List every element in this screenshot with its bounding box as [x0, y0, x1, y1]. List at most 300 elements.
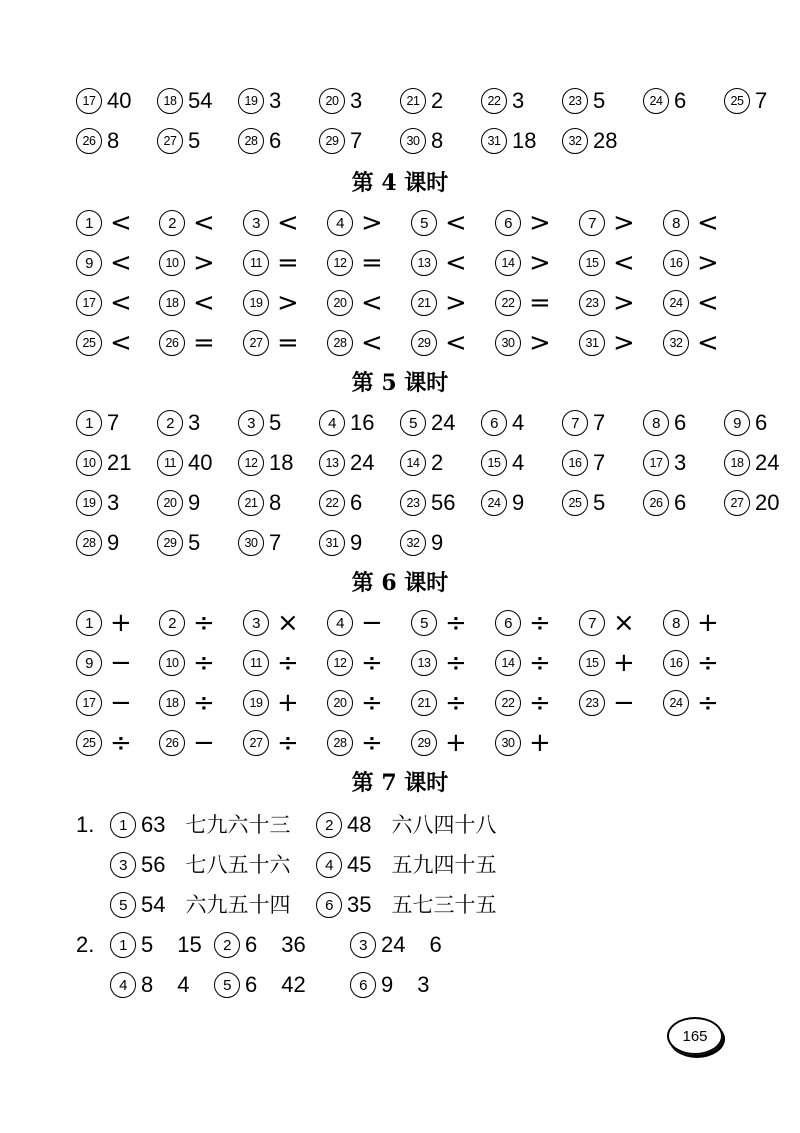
circled-number: 19 [238, 88, 264, 114]
answer-item [157, 523, 200, 563]
answer-value: 24 [350, 450, 375, 475]
circled-number: 17 [76, 690, 102, 716]
answer-value: ÷ [277, 728, 299, 758]
answer-value: 7 [269, 530, 282, 555]
answer-value: > [529, 208, 551, 238]
answer-item [643, 403, 686, 443]
answer-item [76, 81, 131, 121]
pair-answer [350, 925, 442, 965]
answer-value: ÷ [193, 608, 215, 638]
answer-item [159, 603, 215, 643]
circled-number: 15 [579, 250, 605, 276]
lesson-heading: 第 5 课时 [351, 370, 449, 396]
answer-item [481, 483, 524, 523]
answer-value: > [529, 328, 551, 358]
circled-number: 30 [495, 330, 521, 356]
circled-number: 6 [495, 210, 521, 236]
circled-number: 14 [495, 650, 521, 676]
answer-value: ÷ [361, 688, 383, 718]
answer-value: 3 [188, 410, 201, 435]
circled-number: 19 [76, 490, 102, 516]
answer-value: 9 [350, 530, 363, 555]
circled-number: 32 [663, 330, 689, 356]
circled-number: 32 [562, 128, 588, 154]
answer-value: 4 [512, 410, 525, 435]
answer-item [76, 483, 119, 523]
first-value: 9 [381, 972, 394, 997]
answer-value: 4 [512, 450, 525, 475]
answer-value: 9 [188, 490, 201, 515]
answer-value: 3 [512, 88, 525, 113]
answer-row [0, 243, 800, 283]
pair-answer [110, 925, 202, 965]
answer-row [0, 483, 800, 523]
answer-value: = [529, 288, 551, 318]
answer-item [76, 643, 132, 683]
answer-value: 28 [593, 128, 618, 153]
answer-item [663, 643, 719, 683]
answer-value: < [613, 248, 635, 278]
answer-item [663, 243, 719, 283]
answer-row [0, 523, 800, 563]
answer-item [319, 443, 374, 483]
answer-value: 7 [593, 450, 606, 475]
answer-value: ÷ [445, 648, 467, 678]
pair-answer [214, 925, 306, 965]
circled-number: 10 [76, 450, 102, 476]
circled-number: 29 [411, 330, 437, 356]
answer-item [243, 723, 299, 763]
answer-item [481, 403, 524, 443]
answer-item [495, 603, 551, 643]
answer-item [481, 81, 524, 121]
answer-item [663, 683, 719, 723]
circled-number: 6 [350, 972, 376, 998]
answer-item [238, 121, 281, 161]
circled-number: 9 [724, 410, 750, 436]
multiplication-rhyme: 五九四十五 [391, 853, 497, 877]
circled-number: 21 [411, 290, 437, 316]
circled-number: 14 [495, 250, 521, 276]
answer-value: − [613, 688, 635, 718]
circled-number: 8 [643, 410, 669, 436]
circled-number: 27 [157, 128, 183, 154]
answer-item [319, 483, 362, 523]
answer-value: 3 [674, 450, 687, 475]
answer-value: 40 [188, 450, 213, 475]
circled-number: 7 [579, 610, 605, 636]
answer-item [495, 203, 551, 243]
second-value: 36 [281, 932, 306, 957]
circled-number: 10 [159, 250, 185, 276]
product-value: 35 [347, 892, 372, 917]
first-value: 6 [245, 932, 258, 957]
first-value: 8 [141, 972, 154, 997]
circled-number: 6 [481, 410, 507, 436]
answer-item [579, 283, 635, 323]
circled-number: 15 [579, 650, 605, 676]
product-value: 63 [141, 812, 166, 837]
answer-item [643, 81, 686, 121]
answer-item [562, 443, 605, 483]
lesson-heading: 第 6 课时 [351, 570, 449, 596]
circled-number: 2 [316, 812, 342, 838]
answer-value: 7 [755, 88, 768, 113]
answer-item [159, 323, 215, 363]
first-value: 24 [381, 932, 406, 957]
answer-item [327, 203, 383, 243]
answer-item [243, 643, 299, 683]
answer-value: < [110, 288, 132, 318]
circled-number: 12 [327, 650, 353, 676]
answer-item [238, 443, 293, 483]
circled-number: 31 [481, 128, 507, 154]
circled-number: 28 [327, 730, 353, 756]
answer-item [76, 243, 132, 283]
answer-value: < [193, 208, 215, 238]
answer-item [411, 643, 467, 683]
first-value: 5 [141, 932, 154, 957]
circled-number: 30 [495, 730, 521, 756]
answer-item [238, 403, 281, 443]
circled-number: 29 [411, 730, 437, 756]
answer-item [495, 243, 551, 283]
answer-item [243, 243, 299, 283]
answer-value: = [361, 248, 383, 278]
answer-value: 8 [107, 128, 120, 153]
answer-value: + [529, 728, 551, 758]
answer-value: ÷ [361, 648, 383, 678]
circled-number: 29 [157, 530, 183, 556]
answer-item [243, 323, 299, 363]
answer-item [400, 121, 443, 161]
answer-item [579, 643, 635, 683]
circled-number: 15 [481, 450, 507, 476]
answer-item [76, 121, 119, 161]
answer-row [0, 845, 800, 885]
circled-number: 5 [214, 972, 240, 998]
answer-value: × [613, 608, 635, 638]
circled-number: 1 [76, 410, 102, 436]
circled-number: 19 [243, 290, 269, 316]
answer-row [0, 121, 800, 161]
second-value: 4 [177, 972, 190, 997]
circled-number: 16 [663, 250, 689, 276]
page-number: 165 [682, 1027, 708, 1045]
answer-row [0, 283, 800, 323]
answer-value: 20 [755, 490, 780, 515]
lesson-heading: 第 7 课时 [351, 770, 449, 796]
answer-value: ÷ [697, 688, 719, 718]
circled-number: 24 [663, 690, 689, 716]
answer-value: = [277, 248, 299, 278]
circled-number: 20 [319, 88, 345, 114]
answer-value: ÷ [193, 648, 215, 678]
answer-value: 2 [431, 88, 444, 113]
lesson-heading: 第 4 课时 [351, 170, 449, 196]
answer-value: + [613, 648, 635, 678]
answer-item [76, 283, 132, 323]
circled-number: 12 [327, 250, 353, 276]
answer-value: > [277, 288, 299, 318]
answer-value: 3 [269, 88, 282, 113]
answer-value: ÷ [445, 688, 467, 718]
answer-value: > [445, 288, 467, 318]
circled-number: 28 [238, 128, 264, 154]
circled-number: 28 [327, 330, 353, 356]
circled-number: 20 [157, 490, 183, 516]
answer-item [579, 603, 635, 643]
circled-number: 27 [724, 490, 750, 516]
answer-value: < [110, 248, 132, 278]
answer-item [562, 81, 605, 121]
answer-item [157, 403, 200, 443]
circled-number: 4 [110, 972, 136, 998]
answer-item [238, 483, 281, 523]
answer-value: 9 [431, 530, 444, 555]
multiplication-answer [110, 885, 290, 925]
answer-value: 16 [350, 410, 375, 435]
answer-value: 18 [269, 450, 294, 475]
circled-number: 18 [724, 450, 750, 476]
answer-item [579, 203, 635, 243]
answer-value: 2 [431, 450, 444, 475]
answer-item [159, 203, 215, 243]
answer-value: 6 [755, 410, 768, 435]
answer-row [0, 81, 800, 121]
answer-value: ÷ [445, 608, 467, 638]
answer-item [562, 121, 617, 161]
circled-number: 23 [579, 290, 605, 316]
answer-value: 9 [107, 530, 120, 555]
product-value: 45 [347, 852, 372, 877]
circled-number: 27 [243, 330, 269, 356]
circled-number: 17 [643, 450, 669, 476]
second-value: 3 [417, 972, 430, 997]
answer-item [411, 723, 467, 763]
answer-item [319, 81, 362, 121]
circled-number: 25 [76, 730, 102, 756]
circled-number: 17 [76, 88, 102, 114]
answer-item [411, 683, 467, 723]
answer-item [76, 203, 132, 243]
answer-item [400, 523, 443, 563]
answer-item [400, 81, 443, 121]
multiplication-rhyme: 七九六十三 [185, 813, 291, 837]
answer-value: < [445, 328, 467, 358]
answer-value: < [445, 248, 467, 278]
answer-item [495, 683, 551, 723]
circled-number: 30 [400, 128, 426, 154]
answer-item [495, 283, 551, 323]
answer-value: ÷ [529, 608, 551, 638]
answer-item [495, 323, 551, 363]
circled-number: 22 [495, 290, 521, 316]
answer-item [327, 683, 383, 723]
answer-row [0, 723, 800, 763]
second-value: 42 [281, 972, 306, 997]
circled-number: 3 [243, 610, 269, 636]
answer-item [76, 723, 132, 763]
answer-item [319, 403, 374, 443]
pair-answer [350, 965, 430, 1005]
circled-number: 4 [319, 410, 345, 436]
multiplication-rhyme: 六八四十八 [391, 813, 497, 837]
answer-value: < [445, 208, 467, 238]
answer-item [243, 203, 299, 243]
pair-answer [214, 965, 306, 1005]
circled-number: 2 [157, 410, 183, 436]
answer-value: 5 [188, 128, 201, 153]
answer-value: + [697, 608, 719, 638]
answer-item [319, 121, 362, 161]
circled-number: 25 [76, 330, 102, 356]
circled-number: 23 [400, 490, 426, 516]
answer-item [243, 603, 299, 643]
answer-value: 18 [512, 128, 537, 153]
answer-item [411, 283, 467, 323]
answer-item [76, 323, 132, 363]
circled-number: 16 [562, 450, 588, 476]
answer-value: < [110, 328, 132, 358]
circled-number: 13 [411, 650, 437, 676]
circled-number: 13 [319, 450, 345, 476]
answer-value: 6 [674, 490, 687, 515]
answer-item [157, 81, 212, 121]
circled-number: 23 [579, 690, 605, 716]
answer-value: > [193, 248, 215, 278]
circled-number: 11 [157, 450, 183, 476]
circled-number: 5 [411, 210, 437, 236]
answer-value: 56 [431, 490, 456, 515]
multiplication-answer [316, 845, 496, 885]
answer-item [663, 203, 719, 243]
product-value: 56 [141, 852, 166, 877]
circled-number: 24 [643, 88, 669, 114]
circled-number: 4 [327, 610, 353, 636]
second-value: 6 [429, 932, 442, 957]
answer-item [243, 683, 299, 723]
answer-row [0, 683, 800, 723]
answer-value: = [277, 328, 299, 358]
answer-value: 5 [188, 530, 201, 555]
answer-item [157, 483, 200, 523]
answer-item [495, 723, 551, 763]
circled-number: 26 [159, 330, 185, 356]
answer-item [327, 243, 383, 283]
circled-number: 9 [76, 650, 102, 676]
answer-value: × [277, 608, 299, 638]
answer-value: 6 [269, 128, 282, 153]
circled-number: 12 [238, 450, 264, 476]
answer-item [579, 243, 635, 283]
circled-number: 4 [316, 852, 342, 878]
answer-value: < [110, 208, 132, 238]
multiplication-answer [316, 805, 496, 845]
answer-item [327, 603, 383, 643]
answer-item [159, 723, 215, 763]
answer-item [724, 443, 779, 483]
answer-item [643, 443, 686, 483]
circled-number: 5 [400, 410, 426, 436]
circled-number: 25 [724, 88, 750, 114]
answer-row [0, 203, 800, 243]
circled-number: 3 [243, 210, 269, 236]
answer-row [0, 643, 800, 683]
circled-number: 31 [579, 330, 605, 356]
circled-number: 7 [579, 210, 605, 236]
answer-item [319, 523, 362, 563]
circled-number: 24 [663, 290, 689, 316]
answer-item [663, 323, 719, 363]
circled-number: 1 [76, 210, 102, 236]
answer-item [724, 483, 779, 523]
circled-number: 31 [319, 530, 345, 556]
circled-number: 5 [411, 610, 437, 636]
circled-number: 13 [411, 250, 437, 276]
answer-item [411, 203, 467, 243]
circled-number: 17 [76, 290, 102, 316]
answer-item [159, 683, 215, 723]
circled-number: 22 [319, 490, 345, 516]
circled-number: 29 [319, 128, 345, 154]
answer-item [495, 643, 551, 683]
answer-value: 7 [350, 128, 363, 153]
answer-value: − [110, 648, 132, 678]
multiplication-answer [110, 845, 290, 885]
answer-value: 5 [269, 410, 282, 435]
answer-item [157, 443, 212, 483]
answer-value: < [697, 208, 719, 238]
circled-number: 26 [76, 128, 102, 154]
answer-item [663, 603, 719, 643]
question-label: 2. [76, 932, 95, 957]
answer-value: < [193, 288, 215, 318]
answer-item [76, 443, 131, 483]
circled-number: 18 [159, 690, 185, 716]
answer-value: 9 [512, 490, 525, 515]
answer-row [0, 403, 800, 443]
page-number-badge [667, 1017, 723, 1055]
answer-value: ÷ [277, 648, 299, 678]
answer-value: < [697, 288, 719, 318]
answer-value: − [361, 608, 383, 638]
circled-number: 1 [110, 812, 136, 838]
answer-value: 24 [755, 450, 780, 475]
answer-item [400, 443, 443, 483]
answer-item [579, 323, 635, 363]
circled-number: 25 [562, 490, 588, 516]
answer-value: ÷ [697, 648, 719, 678]
answer-item [724, 81, 767, 121]
circled-number: 6 [316, 892, 342, 918]
answer-row [0, 925, 800, 965]
circled-number: 11 [243, 650, 269, 676]
answer-value: 40 [107, 88, 132, 113]
circled-number: 3 [350, 932, 376, 958]
circled-number: 20 [327, 690, 353, 716]
answer-item [562, 483, 605, 523]
answer-value: − [193, 728, 215, 758]
answer-value: < [277, 208, 299, 238]
answer-item [327, 283, 383, 323]
answer-item [76, 523, 119, 563]
multiplication-rhyme: 七八五十六 [185, 853, 291, 877]
circled-number: 1 [110, 932, 136, 958]
circled-number: 26 [643, 490, 669, 516]
answer-item [411, 243, 467, 283]
circled-number: 21 [400, 88, 426, 114]
